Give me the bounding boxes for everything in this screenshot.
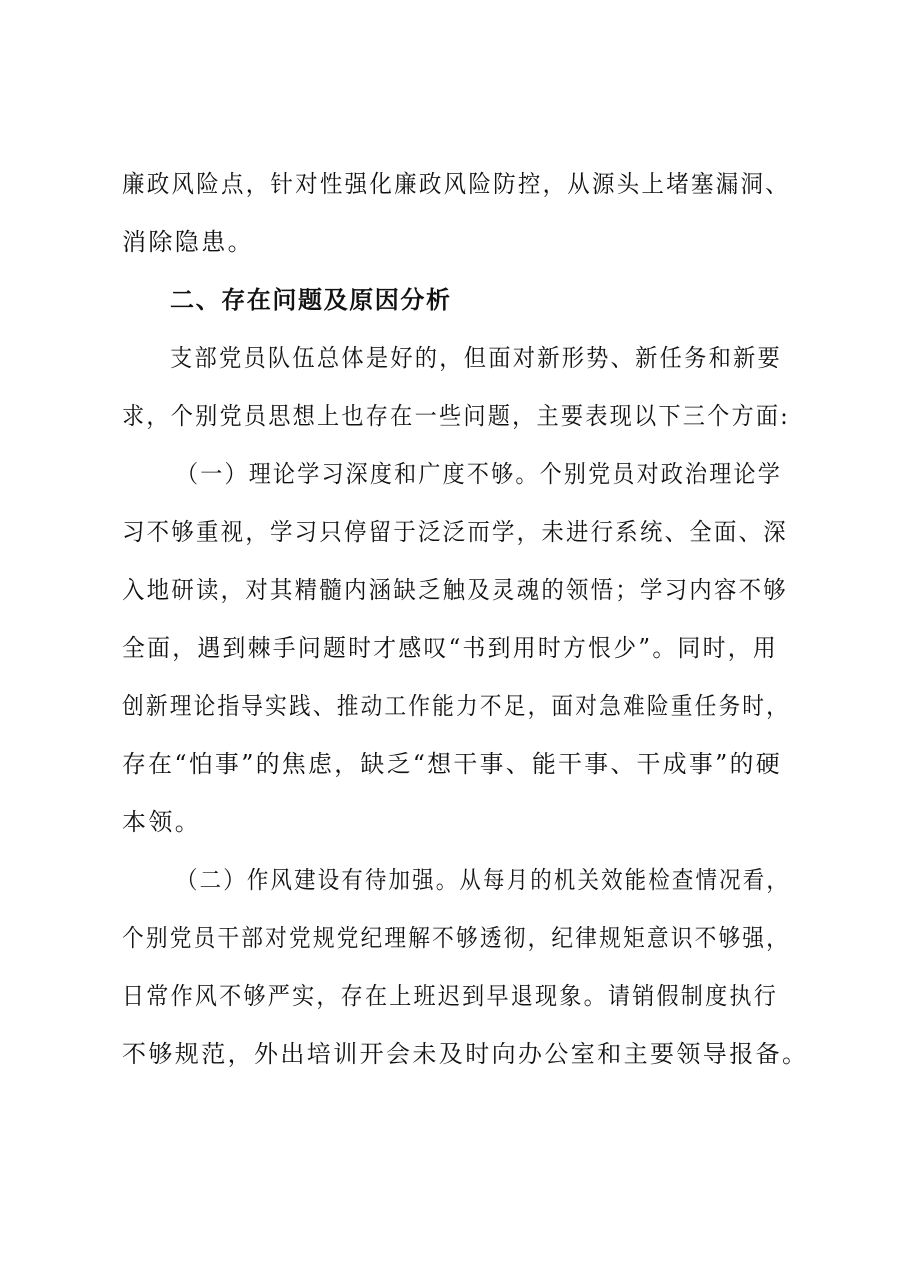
paragraph-line: 不够规范，外出培训开会未及时向办公室和主要领导报备。 — [122, 1040, 809, 1068]
paragraph-line: 支部党员队伍总体是好的，但面对新形势、新任务和新要 — [170, 344, 783, 372]
paragraph-line: 消除隐患。 — [122, 228, 254, 256]
paragraph-line: 全面，遇到棘手问题时才感叹“书到用时方恨少”。同时，用 — [122, 634, 778, 662]
paragraph-line: 存在“怕事”的焦虑，缺乏“想干事、能干事、干成事”的硬 — [122, 750, 783, 778]
paragraph-line: 入地研读，对其精髓内涵缺乏触及灵魂的领悟；学习内容不够 — [122, 576, 788, 604]
paragraph-line: 个别党员干部对党规党纪理解不够透彻，纪律规矩意识不够强， — [122, 924, 791, 952]
paragraph-line: 本领。 — [122, 808, 202, 836]
paragraph-line: 创新理论指导实践、推动工作能力不足，面对急难险重任务时， — [122, 692, 791, 720]
subsection-lead-line: （一）理论学习深度和广度不够。个别党员对政治理论学 — [176, 460, 783, 488]
paragraph-line: 求，个别党员思想上也存在一些问题，主要表现以下三个方面: — [122, 402, 790, 430]
paragraph-line: 廉政风险点，针对性强化廉政风险防控，从源头上堵塞漏洞、 — [122, 170, 790, 198]
section-heading: 二、存在问题及原因分析 — [170, 286, 452, 314]
subsection-lead-line: （二）作风建设有待加强。从每月的机关效能检查情况看， — [176, 866, 790, 894]
paragraph-line: 习不够重视，学习只停留于泛泛而学，未进行系统、全面、深 — [122, 518, 788, 546]
paragraph-line: 日常作风不够严实，存在上班迟到早退现象。请销假制度执行 — [122, 982, 779, 1010]
